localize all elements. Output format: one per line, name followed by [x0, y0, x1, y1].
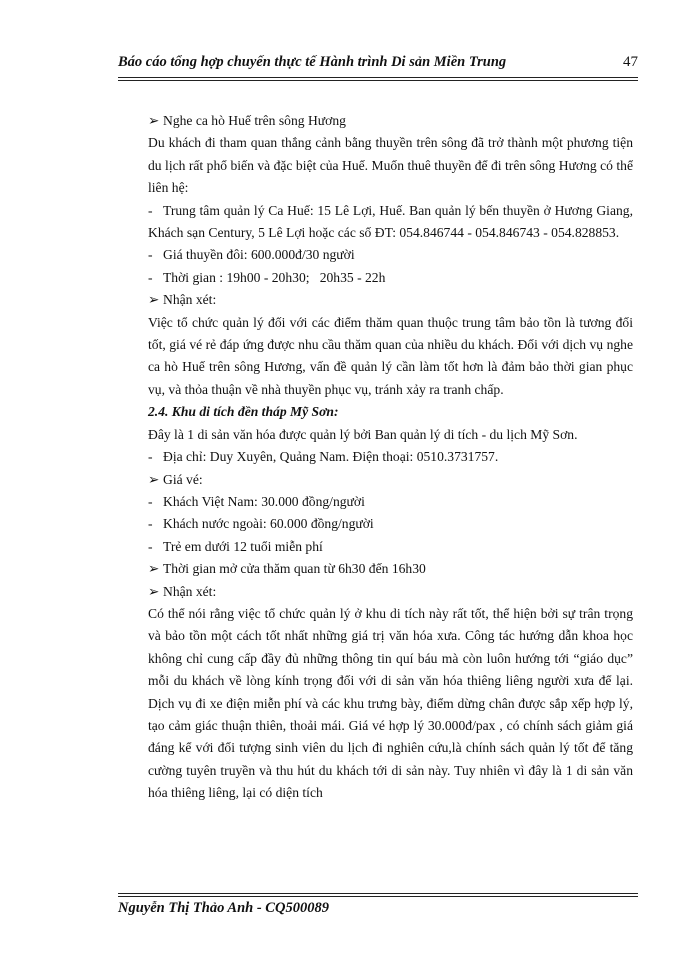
arrow-item: ➢ Nhận xét: — [148, 581, 633, 603]
paragraph: Có thể nói rằng việc tổ chức quản lý ở khu di tích này rất tốt, thể hiện bởi sự trân trọng và bảo tồn một cách tốt nhất những giá trị văn hóa xưa. Công tác hướng dẫn khoa học không chỉ cung cấp đầy đủ những thông tin quí báu mà còn luôn hướng tới “giáo dục” mỗi du khách về lòng kính trọng đối với di sản văn hóa thiêng liêng người xưa để lại. Dịch vụ đi xe điện miễn phí và các khu trưng bày, điểm dừng chân được sắp xếp hợp lý, tạo cảm giác thuận thiên, thoải mái. Giá vé hợp lý 30.000đ/pax , có chính sách giảm giá đáng kể với đối tượng sinh viên du lịch đi nghiên cứu,là chính sách quản lý tốt để tăng cường tuyên truyền và thu hút du khách tới di sản này. Tuy nhiên vì đây là 1 di sản văn hóa thiêng liêng, lại có diện tích — [148, 605, 633, 801]
arrow-bullet-icon: ➢ — [148, 561, 160, 577]
dash-item: - Khách nước ngoài: 60.000 đồng/người — [148, 513, 633, 535]
arrow-bullet-icon: ➢ — [148, 471, 160, 487]
paragraph: Du khách đi tham quan thắng cảnh bằng thuyền trên sông đã trở thành một phương tiện du lịch rất phổ biến và đặc biệt của Huế. Muốn thuê thuyền để đi trên sông Hương có thể liên hệ: — [148, 135, 633, 196]
footer-rule-thin — [118, 893, 638, 894]
dash-bullet: - — [148, 538, 153, 554]
dash-item: - Thời gian : 19h00 - 20h30; 20h35 - 22h — [148, 267, 633, 289]
header-rule — [118, 77, 638, 78]
header-title: Báo cáo tổng hợp chuyến thực tế Hành trình Di sản Miền Trung — [118, 54, 507, 70]
dash-bullet: - — [148, 247, 153, 263]
page-body — [148, 110, 633, 805]
dash-bullet: - — [148, 493, 153, 509]
arrow-bullet-icon: ➢ — [148, 113, 160, 128]
paragraph: Đây là 1 di sản văn hóa được quản lý bởi Ban quản lý di tích - du lịch Mỹ Sơn. — [148, 426, 578, 442]
header-rule-thin — [118, 80, 638, 81]
dash-item: - Trẻ em dưới 12 tuổi miễn phí — [148, 536, 633, 558]
arrow-item: ➢ Nhận xét: — [148, 289, 633, 311]
page-header — [118, 52, 638, 76]
arrow-item: ➢ Thời gian mở cửa thăm quan từ 6h30 đến 16h30 — [148, 558, 633, 580]
page-number: 47 — [623, 54, 638, 70]
dash-bullet: - — [148, 202, 153, 218]
dash-item: - Khách Việt Nam: 30.000 đồng/người — [148, 491, 633, 513]
dash-item: - Địa chỉ: Duy Xuyên, Quảng Nam. Điện thoại: 0510.3731757. — [148, 446, 633, 468]
arrow-item: ➢ Nghe ca hò Huế trên sông Hương — [148, 110, 633, 132]
dash-bullet: - — [148, 516, 153, 532]
paragraph: Việc tổ chức quản lý đối với các điểm thăm quan thuộc trung tâm bảo tồn là tương đối tốt, giá vé rẻ đáp ứng được nhu cầu thăm quan của nhiều du khách. Đối với dịch vụ nghe ca hò Huế trên sông Hương, vấn đề quản lý cần làm tốt hơn là đảm bảo thời gian phục vụ, và thỏa thuận về nhà thuyền phục vụ, tránh xảy ra tranh chấp. — [148, 314, 633, 397]
arrow-bullet-icon: ➢ — [148, 583, 160, 599]
arrow-item: ➢ Giá vé: — [148, 469, 633, 491]
dash-bullet: - — [148, 269, 153, 285]
dash-item: - Giá thuyền đôi: 600.000đ/30 người — [148, 244, 633, 266]
dash-bullet: - — [148, 449, 153, 465]
dash-item: - Trung tâm quản lý Ca Huế: 15 Lê Lợi, Huế. Ban quản lý bến thuyền ở Hương Giang, Khách sạn Century, 5 Lê Lợi hoặc các số ĐT: 054.846744 - 054.846743 - 054.828853. — [148, 200, 633, 245]
footer-author: Nguyễn Thị Thảo Anh - CQ500089 — [118, 900, 329, 916]
arrow-bullet-icon: ➢ — [148, 292, 160, 308]
section-heading: 2.4. Khu di tích đền tháp Mỹ Sơn: — [148, 404, 339, 420]
footer-rule — [118, 896, 638, 897]
